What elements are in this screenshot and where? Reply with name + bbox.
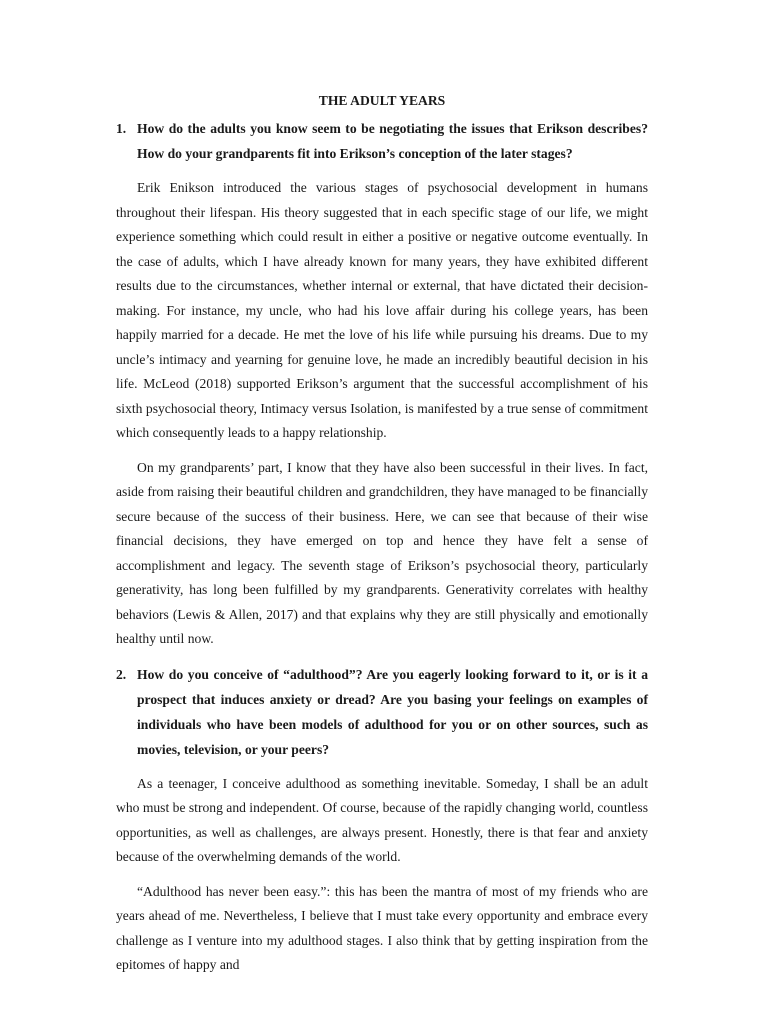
paragraph-2: On my grandparents’ part, I know that they have also been successful in their lives. In fact, aside from raising their beautiful children and grandchildren, they have managed to be financially secure because of the success of their business. Here, we can see that because of their wise financial decisions, they have emerged on top and hence they have felt a sense of accomplishment and legacy. The seventh stage of Erikson’s psychosocial theory, particularly generativity, has long been fulfilled by my grandparents. Generativity correlates with healthy behaviors (Lewis & Allen, 2017) and that explains why they are still physically and emotionally healthy until now.: [116, 459, 648, 646]
paragraph-3: As a teenager, I conceive adulthood as something inevitable. Someday, I shall be an adult who must be strong and independent. Of course, because of the rapidly changing world, countless opportunities, as well as challenges, are always present. Honestly, there is that fear and anxiety because of the overwhelming demands of the world.: [116, 775, 648, 864]
document-page: [116, 91, 648, 988]
question-1-text: How do the adults you know seem to be negotiating the issues that Erikson describes? How do your grandparents fit into Erikson’s conception of the later stages?: [137, 121, 648, 161]
question-2-text: How do you conceive of “adulthood”? Are you eagerly looking forward to it, or is it a prospect that induces anxiety or dread? Are you basing your feelings on examples of individuals who have been models of adulthood for you or on other sources, such as movies, television, or your peers?: [137, 666, 648, 757]
paragraph-1: Erik Enikson introduced the various stages of psychosocial development in humans throughout their lifespan. His theory suggested that in each specific stage of our life, we might experience something which could result in either a positive or negative outcome eventually. In the case of adults, which I have already known for many years, they have exhibited different results due to the circumstances, whether internal or external, that have dictated their decision-making. For instance, my uncle, who had his love affair during his college years, has been happily married for a decade. He met the love of his life while pursuing his dreams. Due to my uncle’s intimacy and yearning for genuine love, he made an incredibly beautiful decision in his life. McLeod (2018) supported Erikson’s argument that the successful accomplishment of his sixth psychosocial theory, Intimacy versus Isolation, is manifested by a true sense of commitment which consequently leads to a happy relationship.: [116, 180, 648, 440]
question-2-number: 2.: [116, 666, 127, 682]
paragraph-4: “Adulthood has never been easy.”: this has been the mantra of most of my friends who are years ahead of me. Nevertheless, I believe that I must take every opportunity and embrace every challenge as I venture into my adulthood stages. I also think that by getting inspiration from the epitomes of happy and: [116, 883, 648, 972]
question-1-number: 1.: [116, 121, 127, 136]
question-2: [116, 662, 648, 762]
document-title: THE ADULT YEARS: [318, 93, 446, 108]
question-1: [116, 116, 648, 166]
